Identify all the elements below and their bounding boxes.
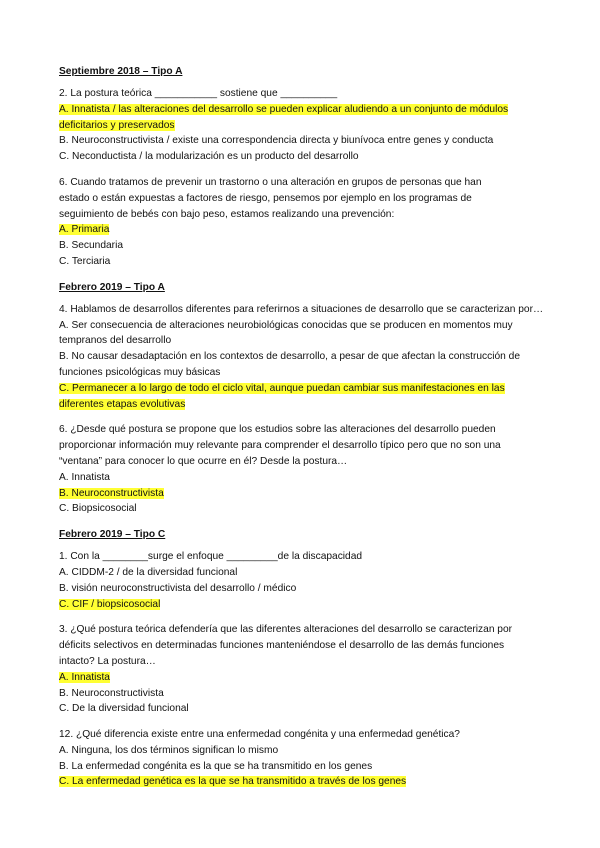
- exam-section: [59, 527, 559, 790]
- answer-option: A. Ninguna, los dos términos significan lo mismo: [59, 744, 279, 756]
- answer-option-highlighted: C. CIF / biopsicosocial: [59, 598, 161, 610]
- answer-option: A. Innatista: [59, 471, 110, 483]
- question-stem-line: 6. Cuando tratamos de prevenir un trastorno o una alteración en grupos de personas que han: [59, 176, 482, 188]
- section-title: Febrero 2019 – Tipo A: [59, 281, 165, 293]
- answer-option-highlighted: deficitarios y preservados: [59, 119, 175, 131]
- answer-option: B. No causar desadaptación en los contextos de desarrollo, a pesar de que afectan la construcción de: [59, 351, 520, 363]
- answer-option: A. Ser consecuencia de alteraciones neurobiológicas conocidas que se producen en momentos muy: [59, 319, 513, 331]
- question: [59, 302, 559, 413]
- answer-option-highlighted: B. Neuroconstructivista: [59, 487, 164, 499]
- answer-option: C. Biopsicosocial: [59, 503, 137, 515]
- answer-option: B. visión neuroconstructivista del desarrollo / médico: [59, 582, 297, 594]
- question-stem-line: 2. La postura teórica ___________ sostiene que __________: [59, 88, 338, 99]
- question: [59, 86, 559, 165]
- question-stem-line: seguimiento de bebés con bajo peso, estamos realizando una prevención:: [59, 208, 395, 220]
- answer-option: funciones psicológicas muy básicas: [59, 366, 221, 378]
- question-stem-line: 12. ¿Qué diferencia existe entre una enfermedad congénita y una enfermedad genética?: [59, 729, 460, 741]
- section-title: Febrero 2019 – Tipo C: [59, 529, 166, 541]
- question: [59, 622, 559, 717]
- question: [59, 727, 559, 790]
- question-stem-line: déficits selectivos en determinadas funciones manteniéndose el desarrollo de las demás funciones: [59, 640, 505, 652]
- answer-option: C. De la diversidad funcional: [59, 703, 189, 715]
- exam-section: [59, 280, 559, 517]
- answer-option-highlighted: A. Innatista / las alteraciones del desarrollo se pueden explicar aludiendo a un conjunto de módulos: [59, 103, 509, 115]
- question-stem-line: estado o están expuestas a factores de riesgo, pensemos por ejemplo en los programas de: [59, 192, 472, 204]
- question: [59, 549, 559, 612]
- exam-content: [59, 64, 559, 800]
- answer-option-highlighted: diferentes etapas evolutivas: [59, 398, 186, 410]
- answer-option: A. CIDDM-2 / de la diversidad funcional: [59, 566, 238, 578]
- exam-section: [59, 64, 559, 270]
- section-title: Septiembre 2018 – Tipo A: [59, 66, 183, 77]
- question-stem-line: proporcionar información muy relevante para comprender el desarrollo típico pero que no son una: [59, 440, 501, 452]
- answer-option: B. Neuroconstructivista / existe una correspondencia directa y biunívoca entre genes y conducta: [59, 135, 494, 147]
- answer-option-highlighted: C. La enfermedad genética es la que se ha transmitido a través de los genes: [59, 776, 407, 788]
- answer-option: B. Secundaria: [59, 240, 123, 252]
- answer-option-highlighted: A. Innatista: [59, 671, 110, 683]
- answer-option: B. Neuroconstructivista: [59, 687, 164, 699]
- question-stem-line: intacto? La postura…: [59, 655, 156, 667]
- question: [59, 175, 559, 270]
- question-stem-line: 3. ¿Qué postura teórica defendería que las diferentes alteraciones del desarrollo se caracterizan por: [59, 624, 513, 636]
- answer-option-highlighted: C. Permanecer a lo largo de todo el ciclo vital, aunque puedan cambiar sus manifestaciones en las: [59, 382, 505, 394]
- question-stem-line: 4. Hablamos de desarrollos diferentes para referirnos a situaciones de desarrollo que se caracterizan por…: [59, 303, 544, 315]
- question-stem-line: “ventana” para conocer lo que ocurre en él? Desde la postura…: [59, 455, 348, 467]
- answer-option: B. La enfermedad congénita es la que se ha transmitido en los genes: [59, 760, 373, 772]
- question-stem-line: 6. ¿Desde qué postura se propone que los estudios sobre las alteraciones del desarrollo pueden: [59, 424, 496, 436]
- answer-option-highlighted: A. Primaria: [59, 224, 110, 236]
- question: [59, 422, 559, 517]
- answer-option: C. Neconductista / la modularización es un producto del desarrollo: [59, 151, 359, 163]
- answer-option: tempranos del desarrollo: [59, 335, 172, 347]
- answer-option: C. Terciaria: [59, 255, 111, 267]
- question-stem-line: 1. Con la ________surge el enfoque _________de la discapacidad: [59, 551, 363, 563]
